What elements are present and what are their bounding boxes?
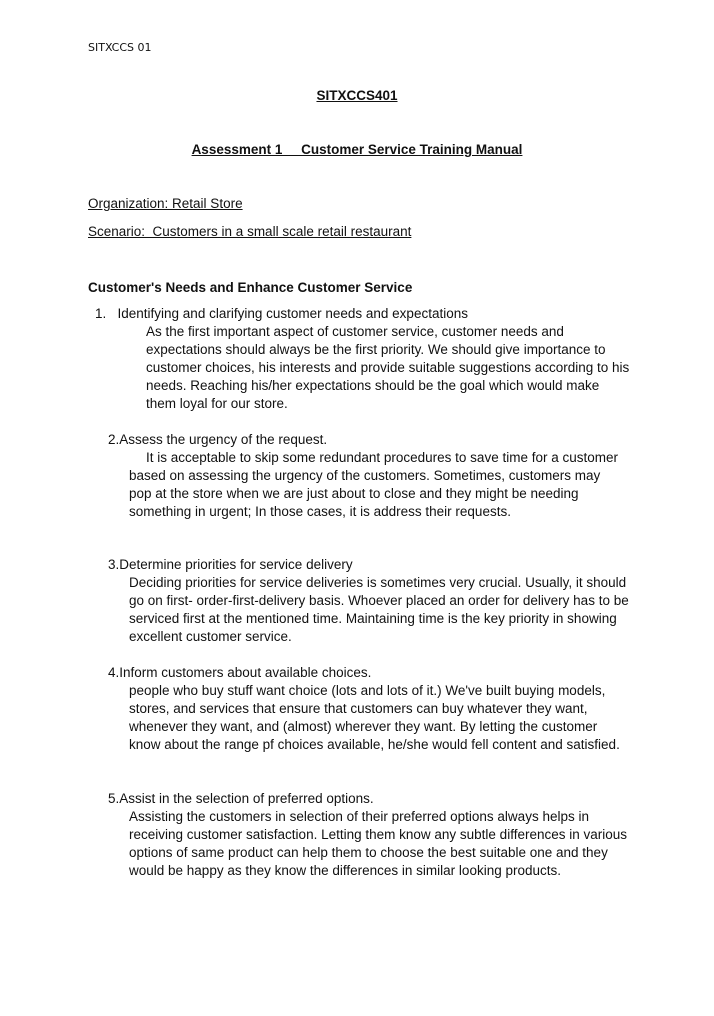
organization-line: Organization: Retail Store (88, 196, 243, 211)
section-heading: Customer's Needs and Enhance Customer Service (88, 280, 413, 295)
item-2-heading: 2.Assess the urgency of the request. (108, 432, 328, 447)
item-3-body: Deciding priorities for service deliveries is sometimes very crucial. Usually, it should go on first- order-first-delivery basis. Whoever placed an order for delivery has to be serviced first at the mentioned time. Maintaining time is the key priority in showing excellent customer service. (129, 575, 629, 644)
item-2-body: It is acceptable to skip some redundant procedures to save time for a customer based on assessing the urgency of the customers. Sometimes, customers may pop at the store when we are just about to close and they might be needing something in urgent; In those cases, it is address their requests. (129, 450, 618, 519)
item-1-heading: 1. Identifying and clarifying customer needs and expectations (95, 306, 468, 321)
item-5-body: Assisting the customers in selection of their preferred options always helps in receiving customer satisfaction. Letting them know any subtle differences in various options of same product can help them to choose the best suitable one and they would be happy as they know the differences in similar looking products. (129, 809, 628, 878)
document-title: SITXCCS401 (316, 88, 398, 103)
header-code: SITXCCS 01 (88, 41, 152, 54)
item-3-heading: 3.Determine priorities for service delivery (108, 557, 353, 572)
item-5-heading: 5.Assist in the selection of preferred options. (108, 791, 374, 806)
item-4-heading: 4.Inform customers about available choices. (108, 665, 372, 680)
item-1-body: As the first important aspect of customer service, customer needs and expectations should always be the first priority. We should give importance to customer choices, his interests and provide suitable suggestions according to his needs. Reaching his/her expectations should be the goal which would make them loyal for our store. (146, 324, 630, 411)
item-4-body: people who buy stuff want choice (lots and lots of it.) We've built buying models, stores, and services that ensure that customers can buy whatever they want, whenever they want, and (almost) wherever they want. By letting the customer know about the range pf choices available, he/she would fell content and satisfied. (129, 683, 620, 752)
document-subtitle: Assessment 1 Customer Service Training Manual (191, 142, 523, 157)
scenario-line: Scenario: Customers in a small scale retail restaurant (88, 224, 412, 239)
